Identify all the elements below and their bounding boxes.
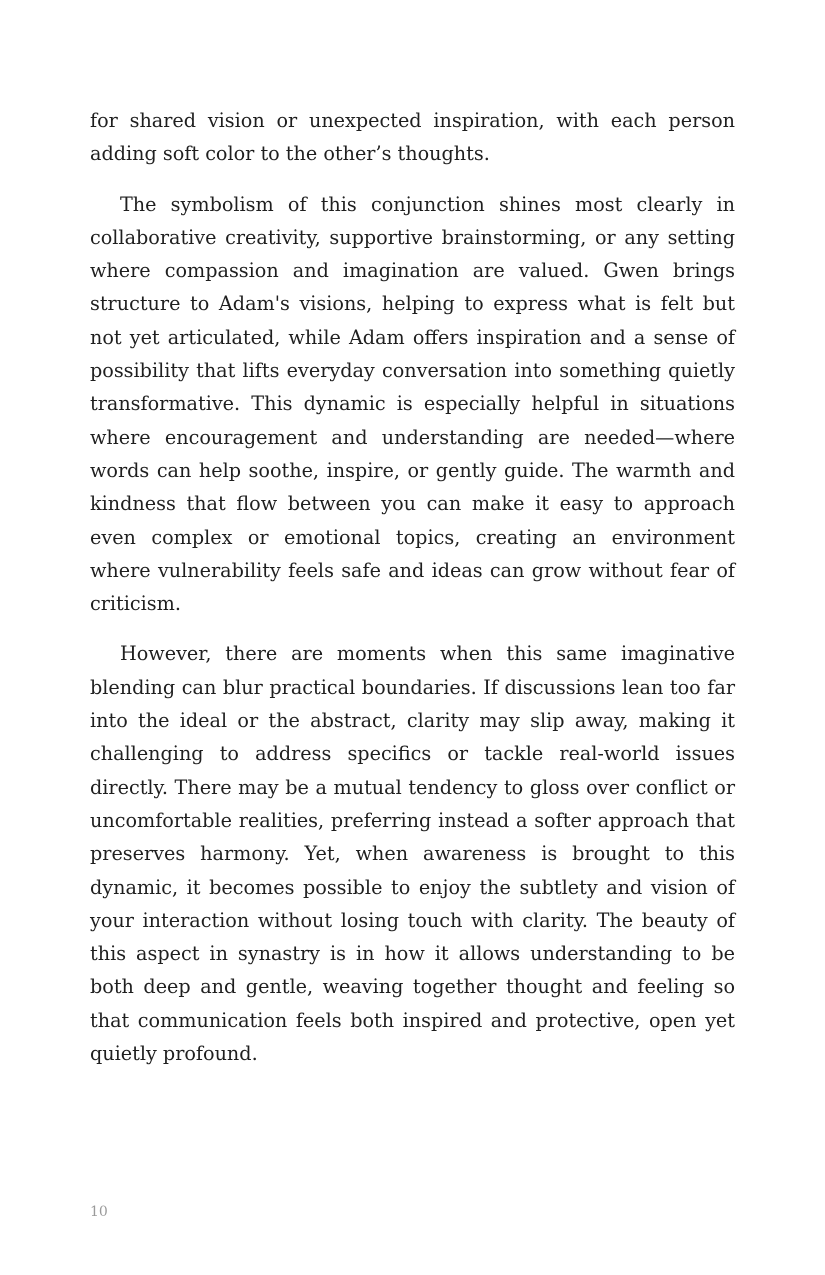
- page-number: 10: [90, 1204, 108, 1220]
- body-text: [90, 104, 735, 1087]
- paragraph-continuation: for shared vision or unexpected inspiration, with each person adding soft color to the other’s thoughts.: [90, 109, 735, 166]
- paragraph-symbolism: The symbolism of this conjunction shines most clearly in collaborative creativity, supportive brainstorming, or any setting where compassion and imagination are valued. Gwen brings structure to Adam's visions, helping to express what is felt but not yet articulated, while Adam offers inspiration and a sense of possibility that lifts everyday conversation into something quietly transformative. This dynamic is especially helpful in situations where encouragement and understanding are needed—where words can help soothe, inspire, or gently guide. The warmth and kindness that flow between you can make it easy to approach even complex or emotional topics, creating an environment where vulnerability feels safe and ideas can grow without fear of criticism.: [90, 192, 735, 616]
- paragraph-however: However, there are moments when this same imaginative blending can blur practical boundaries. If discussions lean too far into the ideal or the abstract, clarity may slip away, making it challenging to address specifics or tackle real-world issues directly. There may be a mutual tendency to gloss over conflict or uncomfortable realities, preferring instead a softer approach that preserves harmony. Yet, when awareness is brought to this dynamic, it becomes possible to enjoy the subtlety and vision of your interaction without losing touch with clarity. The beauty of this aspect in synastry is in how it allows understanding to be both deep and gentle, weaving together thought and feeling so that communication feels both inspired and protective, open yet quietly profound.: [90, 642, 735, 1066]
